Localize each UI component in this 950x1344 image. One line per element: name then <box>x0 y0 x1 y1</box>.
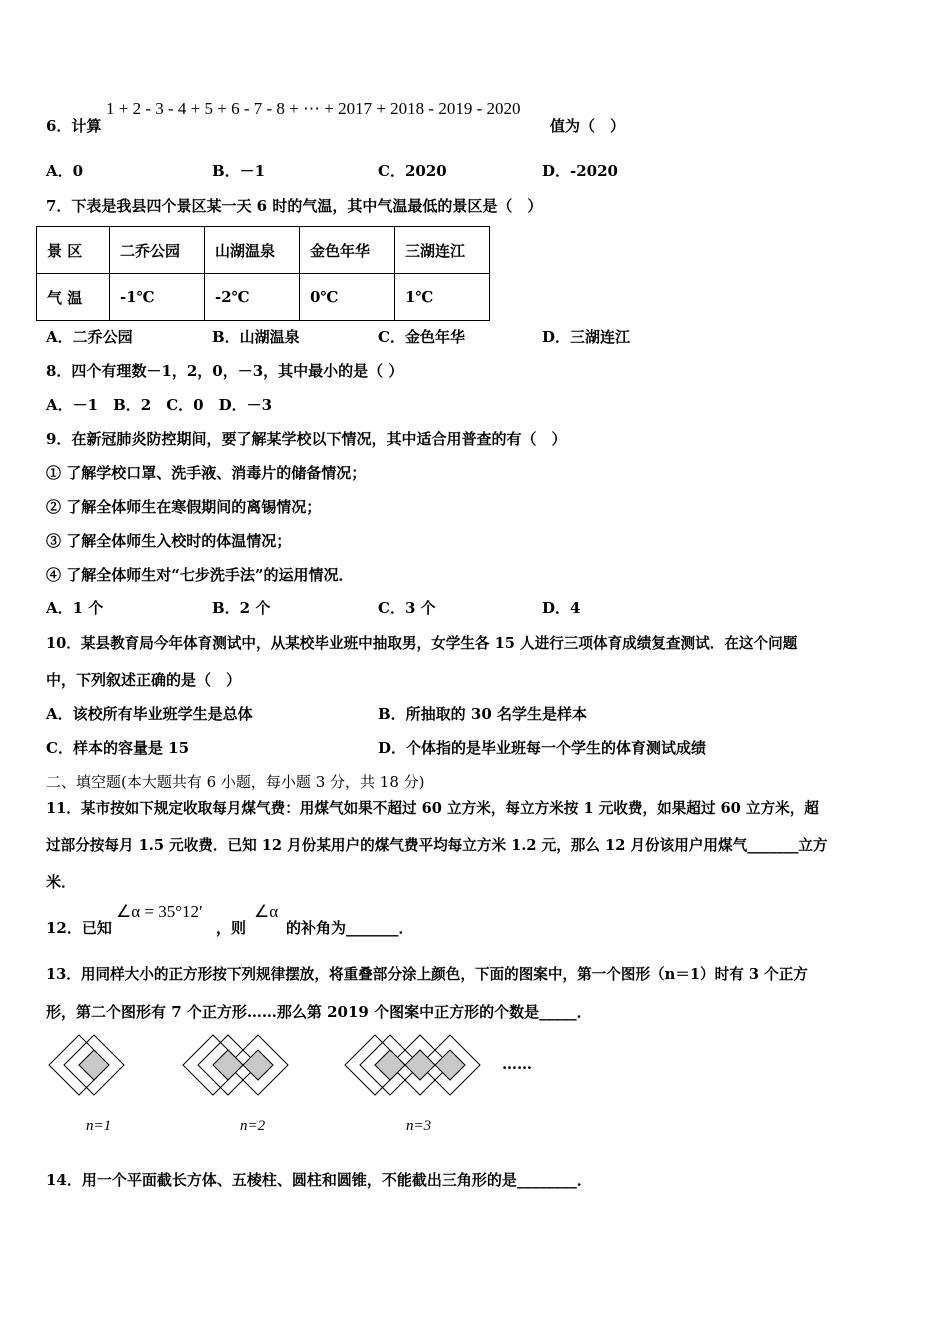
q7-option-d: D．三湖连江 <box>542 328 631 346</box>
q9-option-d: D．4 <box>542 599 581 617</box>
table-cell: 1℃ <box>395 274 490 321</box>
q11-line-2: 过部分按每月 1.5 元收费．已知 12 月份某用户的煤气费平均每立方米 1.2 元，那么 12 月份该用户用煤气_______立方 <box>46 837 828 854</box>
q12-middle: ，则 <box>216 919 247 937</box>
q6-suffix: 值为（ ） <box>550 117 626 135</box>
q9-item-4: ④ 了解全体师生对“七步洗手法”的运用情况． <box>46 566 354 584</box>
q8-options: A．－1 B．2 C．0 D．－3 <box>46 396 273 414</box>
table-cell: 0℃ <box>300 274 395 321</box>
figure-label-n2: n=2 <box>240 1118 266 1134</box>
q10-option-b: B．所抽取的 30 名学生是样本 <box>378 705 587 723</box>
q14-text: 14．用一个平面截长方体、五棱柱、圆柱和圆锥，不能截出三角形的是________． <box>46 1171 592 1189</box>
q6-option-c: C．2020 <box>378 162 447 180</box>
figure-ellipsis: …… <box>502 1055 532 1073</box>
table-cell: -1℃ <box>110 274 205 321</box>
table-cell: 山湖温泉 <box>205 227 300 274</box>
q9-option-b: B．2 个 <box>212 599 271 617</box>
q7-option-b: B．山湖温泉 <box>212 328 300 346</box>
q8-text: 8．四个有理数－1，2，0，－3，其中最小的是（ ） <box>46 362 404 380</box>
q9-item-1: ① 了解学校口罩、洗手液、消毒片的储备情况； <box>46 464 367 482</box>
figure-label-n1: n=1 <box>86 1118 112 1134</box>
q13-line-1: 13．用同样大小的正方形按下列规律摆放，将重叠部分涂上颜色，下面的图案中，第一个图形（n＝1）时有 3 个正方 <box>46 966 808 983</box>
q6-formula: 1 + 2 - 3 - 4 + 5 + 6 - 7 - 8 + ⋯ + 2017 + 2018 - 2019 - 2020 <box>106 99 521 118</box>
q9-option-c: C．3 个 <box>378 599 436 617</box>
table-row <box>37 227 490 274</box>
q10-line-2: 中，下列叙述正确的是（ ） <box>46 671 242 689</box>
q6-option-a: A．0 <box>46 162 84 180</box>
q9-option-a: A．1 个 <box>46 599 104 617</box>
table-cell: 金色年华 <box>300 227 395 274</box>
figure-label-n3: n=3 <box>406 1118 432 1134</box>
q10-line-1: 10．某县教育局今年体育测试中，从某校毕业班中抽取男，女学生各 15 人进行三项体育成绩复查测试．在这个问题 <box>46 635 798 652</box>
q12-formula-angle: ∠α = 35°12′ <box>116 902 203 921</box>
temperature-table <box>36 226 490 321</box>
q6-option-b: B．－1 <box>212 162 266 180</box>
table-row <box>37 274 490 321</box>
q12-prefix: 12．已知 <box>46 919 112 937</box>
q9-text: 9．在新冠肺炎防控期间，要了解某学校以下情况，其中适合用普查的有（ ） <box>46 430 567 448</box>
q6-option-d: D．-2020 <box>542 162 618 180</box>
table-cell: 气 温 <box>37 274 110 321</box>
q9-item-3: ③ 了解全体师生入校时的体温情况； <box>46 532 292 550</box>
shaded-overlap <box>79 1050 109 1080</box>
pattern-figure-1 <box>40 1030 150 1100</box>
table-cell: 三湖连江 <box>395 227 490 274</box>
q7-option-a: A．二乔公园 <box>46 328 133 346</box>
table-cell: 二乔公园 <box>110 227 205 274</box>
q6-prefix: 6．计算 <box>46 117 102 135</box>
q7-option-c: C．金色年华 <box>378 328 465 346</box>
pattern-figure-3 <box>336 1030 496 1100</box>
q10-option-d: D．个体指的是毕业班每一个学生的体育测试成绩 <box>378 739 707 757</box>
q12-suffix: 的补角为_______． <box>286 919 414 937</box>
pattern-figure-2 <box>174 1030 314 1100</box>
q13-line-2: 形，第二个图形有 7 个正方形……那么第 2019 个图案中正方形的个数是_____． <box>46 1003 592 1021</box>
q10-option-a: A．该校所有毕业班学生是总体 <box>46 705 253 723</box>
table-cell: -2℃ <box>205 274 300 321</box>
table-cell: 景 区 <box>37 227 110 274</box>
q7-text: 7．下表是我县四个景区某一天 6 时的气温，其中气温最低的景区是（ ） <box>46 197 543 215</box>
section-heading: 二、填空题(本大题共有 6 小题，每小题 3 分，共 18 分) <box>46 773 425 791</box>
q10-option-c: C．样本的容量是 15 <box>46 739 190 757</box>
q11-line-1: 11．某市按如下规定收取每月煤气费：用煤气如果不超过 60 立方米，每立方米按 1 元收费，如果超过 60 立方米，超 <box>46 800 819 817</box>
q12-formula-alpha: ∠α <box>254 902 279 921</box>
q9-item-2: ② 了解全体师生在寒假期间的离锡情况； <box>46 498 322 516</box>
q11-line-3: 米． <box>46 873 77 891</box>
